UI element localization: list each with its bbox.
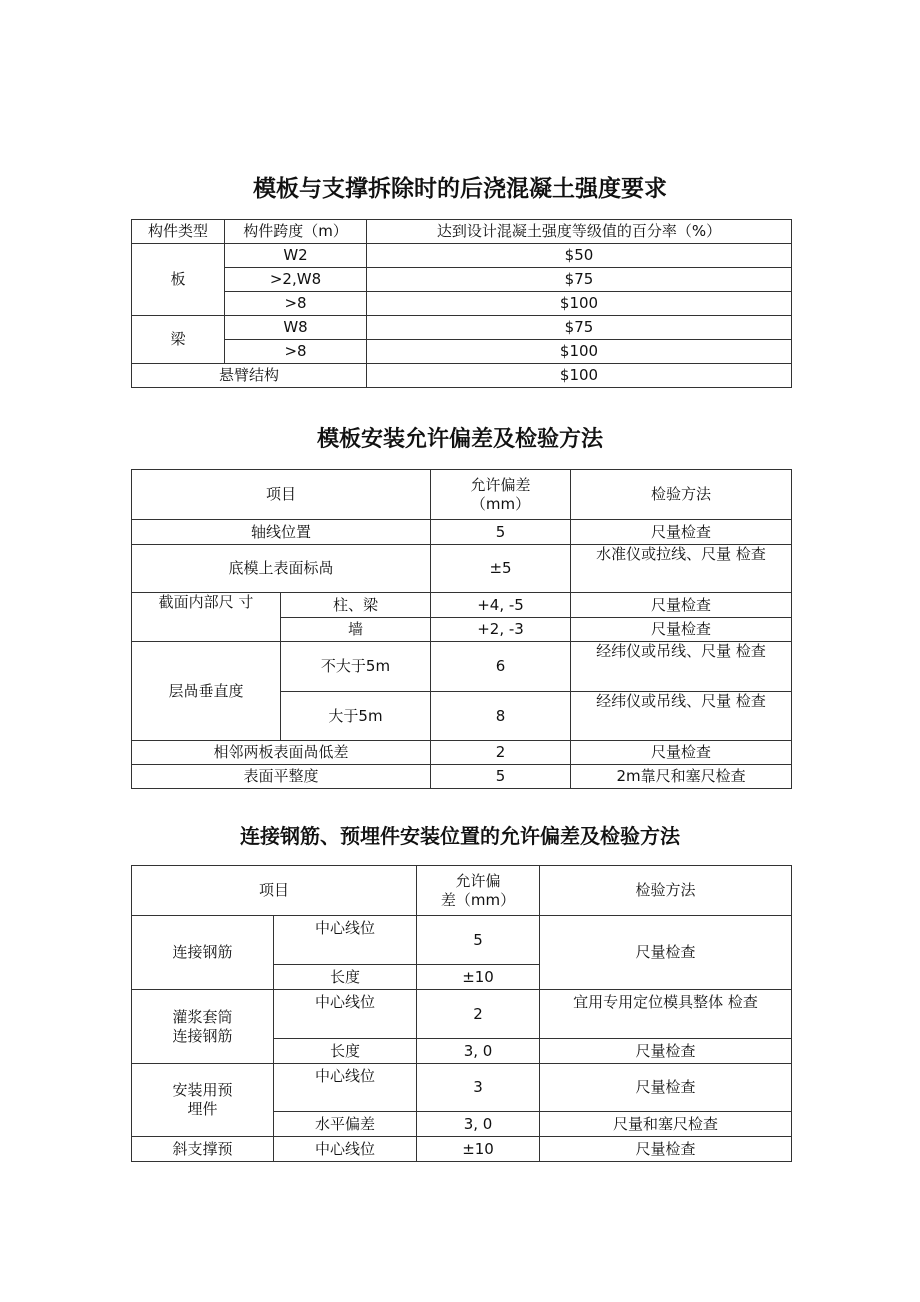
tolerance-cell: +2, -3 <box>431 618 571 642</box>
header-item: 项目 <box>132 470 431 520</box>
tolerance-cell: ±10 <box>417 1137 540 1162</box>
method-cell: 尺量检查 <box>540 916 792 990</box>
tolerance-cell: 6 <box>431 642 571 692</box>
formwork-removal-table <box>131 219 792 388</box>
table-row <box>132 244 792 268</box>
item-cell: 表面平整度 <box>132 765 431 789</box>
subitem-cell: 中心线位 <box>274 916 417 965</box>
table-header-row <box>132 866 792 916</box>
subitem-cell: 大于5m <box>281 692 431 741</box>
span-cell: W2 <box>225 244 367 268</box>
table-row <box>132 545 792 593</box>
group-sleeve-line2: 连接钢筋 <box>172 1026 233 1045</box>
tolerance-cell: 3 <box>417 1064 540 1112</box>
group-embed-line1: 安装用预 <box>172 1081 233 1099</box>
header-span: 构件跨度（m） <box>225 220 367 244</box>
subitem-cell: 柱、梁 <box>281 593 431 618</box>
method-cell: 尺量检查 <box>571 593 792 618</box>
header-strength-percent: 达到设计混凝土强度等级值的百分率（%） <box>367 220 792 244</box>
table3-title: 连接钢筋、预埋件安装位置的允许偏差及检验方法 <box>240 824 680 848</box>
table-row <box>132 990 792 1039</box>
group-brace: 斜支撑预 <box>132 1137 274 1162</box>
item-cell: 相邻两板表面咼低差 <box>132 741 431 765</box>
table-row <box>132 268 792 292</box>
method-cell: 经纬仪或吊线、尺量 检查 <box>571 692 792 741</box>
percent-cell: $100 <box>367 340 792 364</box>
header-tolerance-line2: 差（mm） <box>440 890 516 909</box>
header-tolerance-line1: 允许偏 <box>455 871 501 890</box>
subitem-cell: 墙 <box>281 618 431 642</box>
method-cell: 尺量检查 <box>540 1137 792 1162</box>
table2-title: 模板安装允许偏差及检验方法 <box>316 427 603 452</box>
table-row <box>132 916 792 965</box>
tolerance-cell: 8 <box>431 692 571 741</box>
span-cell: >8 <box>225 292 367 316</box>
tolerance-cell: 2 <box>417 990 540 1039</box>
method-cell: 经纬仪或吊线、尺量 检查 <box>571 642 792 692</box>
item-cell: 截面内部尺 寸 <box>132 593 281 642</box>
method-cell: 尺量检查 <box>571 741 792 765</box>
span-cell: W8 <box>225 316 367 340</box>
method-cell: 尺量检查 <box>571 618 792 642</box>
method-cell: 水准仪或拉线、尺量 检查 <box>571 545 792 593</box>
percent-cell: $50 <box>367 244 792 268</box>
type-slab: 板 <box>132 244 225 316</box>
table-row <box>132 292 792 316</box>
type-beam: 梁 <box>132 316 225 364</box>
header-method: 检验方法 <box>540 866 792 916</box>
table-row <box>132 1064 792 1112</box>
tolerance-cell: 5 <box>431 520 571 545</box>
tolerance-cell: 3, 0 <box>417 1112 540 1137</box>
header-component-type: 构件类型 <box>132 220 225 244</box>
percent-cell: $100 <box>367 364 792 388</box>
table-row <box>132 765 792 789</box>
method-cell: 尺量检查 <box>571 520 792 545</box>
percent-cell: $75 <box>367 268 792 292</box>
item-cell: 底模上表面标咼 <box>132 545 431 593</box>
method-cell: 尺量和塞尺检查 <box>540 1112 792 1137</box>
table-row <box>132 642 792 692</box>
subitem-cell: 中心线位 <box>274 1064 417 1112</box>
tolerance-cell: 5 <box>431 765 571 789</box>
header-tolerance-line1: 允许偏差 <box>470 475 531 494</box>
table-row <box>132 316 792 340</box>
method-cell: 宜用专用定位模具整体 检查 <box>540 990 792 1039</box>
group-rebar: 连接钢筋 <box>132 916 274 990</box>
table-row <box>132 340 792 364</box>
tolerance-cell: +4, -5 <box>431 593 571 618</box>
tolerance-cell: ±5 <box>431 545 571 593</box>
tolerance-cell: 3, 0 <box>417 1039 540 1064</box>
group-sleeve-line1: 灌浆套筒 <box>172 1007 233 1026</box>
tolerance-cell: 2 <box>431 741 571 765</box>
item-cell: 层咼垂直度 <box>132 642 281 741</box>
table-row <box>132 520 792 545</box>
header-tolerance-line2: （mm） <box>470 494 531 513</box>
group-embed-line2: 埋件 <box>187 1100 218 1118</box>
tolerance-cell: ±10 <box>417 965 540 990</box>
table1-title: 模板与支撑拆除时的后浇混凝土强度要求 <box>253 176 667 202</box>
table-header-row <box>132 470 792 520</box>
header-method: 检验方法 <box>571 470 792 520</box>
method-cell: 尺量检查 <box>540 1064 792 1112</box>
embedded-parts-tolerance-table <box>131 865 792 1162</box>
table-row <box>132 1137 792 1162</box>
span-cell: >2,W8 <box>225 268 367 292</box>
group-sleeve <box>132 990 274 1064</box>
subitem-cell: 长度 <box>274 1039 417 1064</box>
table-header-row <box>132 220 792 244</box>
header-tolerance <box>431 470 571 520</box>
subitem-cell: 中心线位 <box>274 990 417 1039</box>
table-row <box>132 364 792 388</box>
subitem-cell: 长度 <box>274 965 417 990</box>
type-cantilever: 悬臂结构 <box>132 364 367 388</box>
subitem-cell: 水平偏差 <box>274 1112 417 1137</box>
subitem-cell: 中心线位 <box>274 1137 417 1162</box>
formwork-tolerance-table <box>131 469 792 789</box>
item-cell: 轴线位置 <box>132 520 431 545</box>
method-cell: 2m靠尺和塞尺检查 <box>571 765 792 789</box>
header-tolerance <box>417 866 540 916</box>
table-row <box>132 593 792 618</box>
percent-cell: $75 <box>367 316 792 340</box>
table-row <box>132 741 792 765</box>
group-embed <box>132 1064 274 1137</box>
span-cell: >8 <box>225 340 367 364</box>
method-cell: 尺量检查 <box>540 1039 792 1064</box>
percent-cell: $100 <box>367 292 792 316</box>
subitem-cell: 不大于5m <box>281 642 431 692</box>
tolerance-cell: 5 <box>417 916 540 965</box>
header-item: 项目 <box>132 866 417 916</box>
